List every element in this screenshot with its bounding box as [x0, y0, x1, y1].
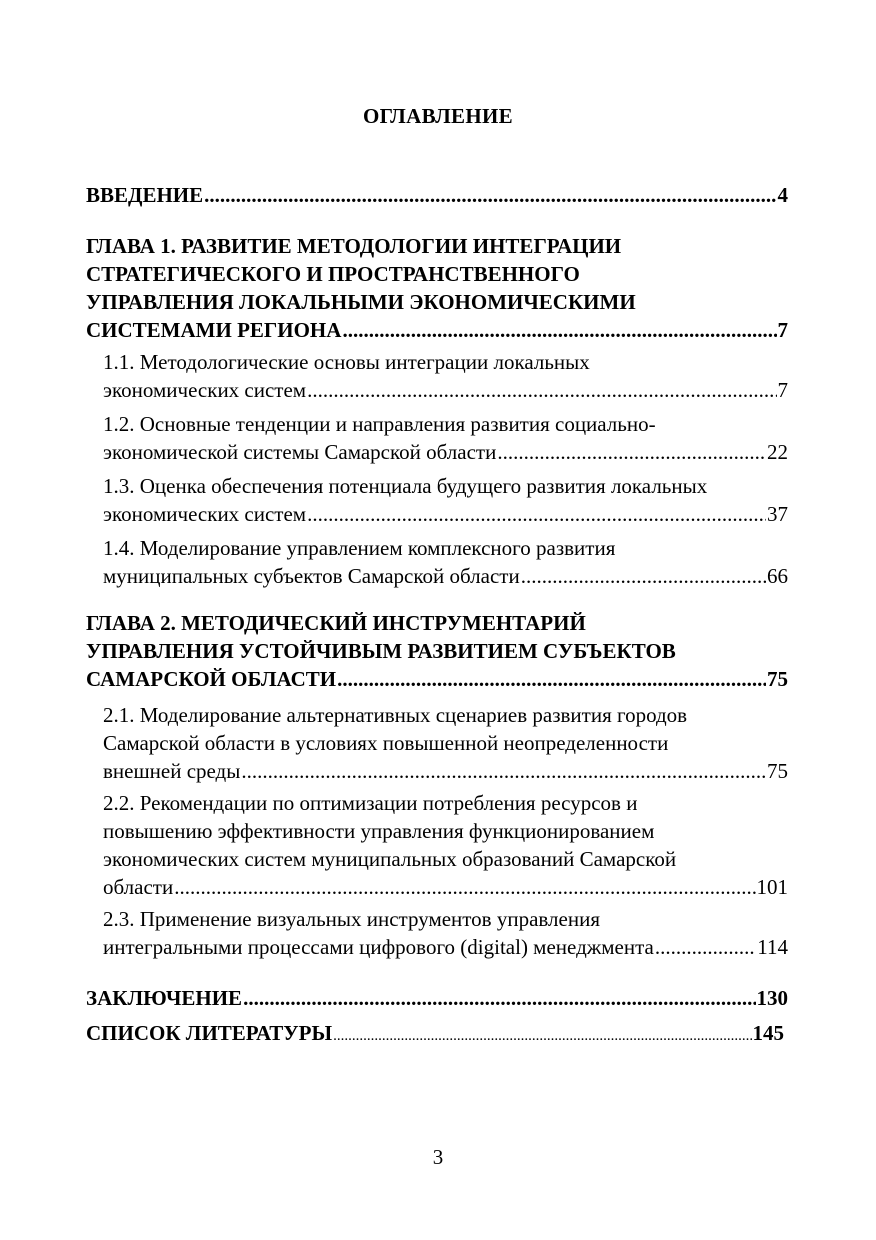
page-number: 3 [432, 1145, 444, 1169]
dot-leader [655, 933, 756, 961]
entry-page: 130 [756, 986, 788, 1010]
dot-leader [243, 984, 755, 1012]
entry-text: внешней среды [103, 759, 241, 783]
entry-text: СПИСОК ЛИТЕРАТУРЫ [86, 1021, 333, 1045]
dot-leader [241, 757, 766, 785]
entry-page: 7 [777, 378, 788, 402]
entry-line: экономических систем муниципальных образований Самарской [103, 847, 677, 871]
toc-entry-2-2 [86, 789, 788, 901]
entry-line: 1.4. Моделирование управлением комплексного развития [103, 536, 616, 560]
entry-page: 75 [767, 759, 788, 783]
entry-line: ГЛАВА 2. МЕТОДИЧЕСКИЙ ИНСТРУМЕНТАРИЙ [86, 611, 586, 635]
toc-entry-2-1 [86, 701, 788, 785]
entry-text: области [103, 875, 174, 899]
entry-line: СТРАТЕГИЧЕСКОГО И ПРОСТРАНСТВЕННОГО [86, 262, 580, 286]
entry-line: 2.1. Моделирование альтернативных сценариев развития городов [103, 703, 688, 727]
entry-line: 1.2. Основные тенденции и направления развития социально- [103, 412, 656, 436]
dot-leader [337, 665, 766, 693]
dot-leader [307, 376, 776, 404]
toc-entry-chapter-2 [86, 609, 788, 693]
toc-entry-1-2 [86, 410, 788, 466]
entry-line: УПРАВЛЕНИЯ УСТОЙЧИВЫМ РАЗВИТИЕМ СУБЪЕКТОВ [86, 639, 676, 663]
dot-leader [204, 181, 776, 209]
toc-entry-chapter-1 [86, 232, 788, 344]
entry-page: 101 [756, 875, 788, 899]
entry-text: экономической системы Самарской области [103, 440, 497, 464]
entry-line: 1.3. Оценка обеспечения потенциала будущего развития локальных [103, 474, 708, 498]
entry-line: ГЛАВА 1. РАЗВИТИЕ МЕТОДОЛОГИИ ИНТЕГРАЦИИ [86, 234, 622, 258]
dot-leader [521, 562, 766, 590]
entry-line: УПРАВЛЕНИЯ ЛОКАЛЬНЫМИ ЭКОНОМИЧЕСКИМИ [86, 290, 636, 314]
toc-title: ОГЛАВЛЕНИЕ [363, 104, 513, 128]
entry-text: САМАРСКОЙ ОБЛАСТИ [86, 667, 337, 691]
entry-line: 2.3. Применение визуальных инструментов управления [103, 907, 600, 931]
dot-leader [307, 500, 766, 528]
dot-leader [174, 873, 755, 901]
entry-text: интегральными процессами цифрового (digital) менеджмента [103, 935, 654, 959]
entry-page: 22 [767, 440, 788, 464]
entry-page: 66 [767, 564, 788, 588]
entry-line: 2.2. Рекомендации по оптимизации потребления ресурсов и [103, 791, 638, 815]
dot-leader [333, 1022, 751, 1050]
entry-text: муниципальных субъектов Самарской области [103, 564, 520, 588]
dot-leader [342, 316, 776, 344]
dot-leader [497, 438, 766, 466]
toc-entry-references [86, 1019, 784, 1050]
entry-line: Самарской области в условиях повышенной неопределенности [103, 731, 669, 755]
entry-text: экономических систем [103, 502, 307, 526]
toc-entry-2-3 [86, 905, 788, 961]
entry-line: повышению эффективности управления функционированием [103, 819, 655, 843]
entry-text: ВВЕДЕНИЕ [86, 183, 204, 207]
entry-page: 145 [752, 1021, 784, 1045]
entry-text: экономических систем [103, 378, 307, 402]
toc-entry-introduction [86, 181, 788, 209]
entry-page: 114 [757, 935, 788, 959]
entry-page: 7 [777, 318, 788, 342]
entry-text: СИСТЕМАМИ РЕГИОНА [86, 318, 342, 342]
toc-entry-conclusion [86, 984, 788, 1012]
entry-page: 75 [767, 667, 788, 691]
entry-line: 1.1. Методологические основы интеграции локальных [103, 350, 590, 374]
toc-entry-1-1 [86, 348, 788, 404]
toc-entry-1-3 [86, 472, 788, 528]
entry-text: ЗАКЛЮЧЕНИЕ [86, 986, 243, 1010]
entry-page: 37 [767, 502, 788, 526]
entry-page: 4 [777, 183, 788, 207]
toc-entry-1-4 [86, 534, 788, 590]
